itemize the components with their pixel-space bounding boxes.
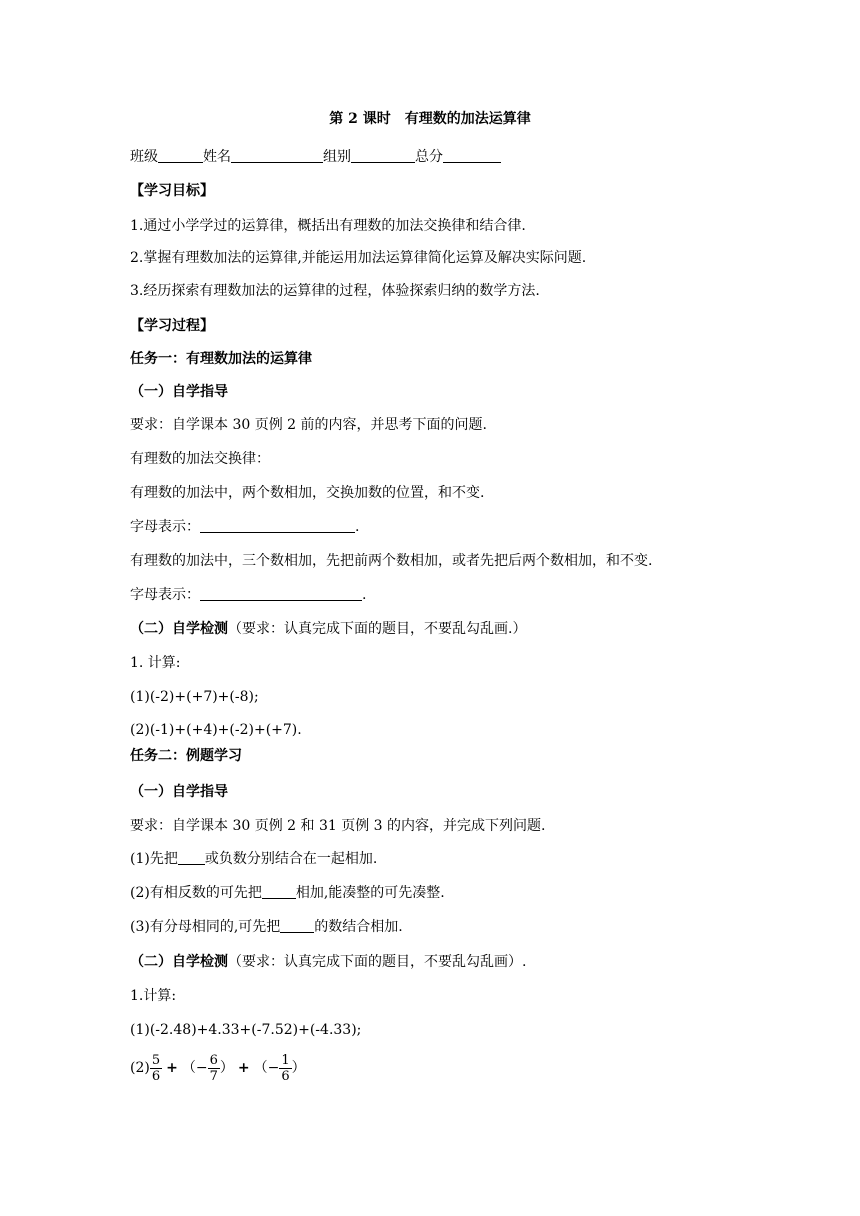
class-label: 班级 bbox=[130, 149, 158, 165]
letter-label: 字母表示： bbox=[130, 587, 200, 603]
task1-guide-title: （一）自学指导 bbox=[130, 384, 228, 400]
page-title: 第 2 课时 有理数的加法运算律 bbox=[329, 111, 531, 127]
group-label: 组别 bbox=[323, 149, 351, 165]
right-paren: ） bbox=[291, 1060, 306, 1076]
goal-item-1: 1.通过小学学过的运算律，概括出有理数的加法交换律和结合律. bbox=[130, 218, 526, 234]
commutative-letter-line: 字母表示： . bbox=[130, 519, 360, 535]
task2-check-note: （要求：认真完成下面的题目，不要乱勾乱画）. bbox=[228, 954, 527, 970]
task1-check-note: （要求：认真完成下面的题目，不要乱勾乱画.） bbox=[228, 621, 527, 637]
name-label: 姓名 bbox=[203, 149, 231, 165]
item3-blank[interactable] bbox=[280, 918, 314, 933]
task1-title: 任务一：有理数加法的运算律 bbox=[130, 351, 312, 367]
item-text: (3)有分母相同的,可先把 bbox=[130, 919, 281, 935]
right-paren: ） bbox=[219, 1060, 234, 1076]
task1-question-2: (2)(-1)+(+4)+(-2)+(+7). bbox=[130, 722, 302, 738]
task2-check-title: （二）自学检测 bbox=[130, 954, 228, 970]
task1-question-intro: 1. 计算: bbox=[130, 655, 181, 671]
task2-question-2 bbox=[130, 1051, 306, 1085]
task1-check-line bbox=[130, 620, 526, 638]
score-blank[interactable] bbox=[443, 148, 501, 163]
q2-prefix: (2) bbox=[130, 1060, 150, 1076]
item-text: (1)先把 bbox=[130, 851, 178, 867]
group-blank[interactable] bbox=[351, 148, 415, 163]
task2-check-line bbox=[130, 953, 526, 971]
task2-item-3 bbox=[130, 918, 403, 936]
commutative-title: 有理数的加法交换律： bbox=[130, 451, 270, 467]
task1-requirement: 要求：自学课本 30 页例 2 前的内容，并思考下面的问题. bbox=[130, 417, 487, 433]
item-text: 的数结合相加. bbox=[314, 919, 403, 935]
associative-letter-line: 字母表示： . bbox=[130, 587, 367, 603]
goals-heading: 【学习目标】 bbox=[130, 183, 214, 199]
task2-question-1: (1)(-2.48)+4.33+(-7.52)+(-4.33); bbox=[130, 1022, 362, 1038]
class-blank[interactable] bbox=[158, 148, 203, 163]
letter-label: 字母表示： bbox=[130, 519, 200, 535]
task1-question-1: (1)(-2)+(+7)+(-8); bbox=[130, 689, 259, 705]
header-fields bbox=[130, 148, 501, 166]
item-text: 或负数分别结合在一起相加. bbox=[204, 851, 378, 867]
commutative-text: 有理数的加法中，两个数相加，交换加数的位置，和不变. bbox=[130, 485, 485, 501]
left-paren: （− bbox=[253, 1060, 280, 1076]
goal-item-2: 2.掌握有理数加法的运算律,并能运用加法运算律简化运算及解决实际问题. bbox=[130, 250, 587, 266]
task2-requirement: 要求：自学课本 30 页例 2 和 31 页例 3 的内容，并完成下列问题. bbox=[130, 818, 546, 834]
name-blank[interactable] bbox=[231, 148, 323, 163]
plus-sign: + bbox=[237, 1060, 250, 1076]
item1-blank[interactable] bbox=[178, 850, 205, 865]
left-paren: （− bbox=[181, 1060, 208, 1076]
score-label: 总分 bbox=[415, 149, 443, 165]
fraction-6-7: $\frac{6}{7}$ bbox=[209, 1052, 218, 1084]
associative-text: 有理数的加法中，三个数相加，先把前两个数相加，或者先把后两个数相加，和不变. bbox=[130, 553, 653, 569]
task1-check-title: （二）自学检测 bbox=[130, 621, 228, 637]
fraction-5-6: $\frac{5}{6}$ bbox=[151, 1052, 161, 1084]
item-text: 相加,能凑整的可先凑整. bbox=[295, 885, 445, 901]
process-heading: 【学习过程】 bbox=[130, 318, 214, 334]
fraction-1-6: $\frac{1}{6}$ bbox=[281, 1052, 290, 1084]
item-text: (2)有相反数的可先把 bbox=[130, 885, 262, 901]
task2-guide-title: （一）自学指导 bbox=[130, 784, 228, 800]
associative-blank[interactable] bbox=[200, 586, 362, 601]
task2-question-intro: 1.计算: bbox=[130, 988, 177, 1004]
plus-sign: + bbox=[166, 1060, 178, 1076]
task2-title: 任务二：例题学习 bbox=[130, 748, 242, 764]
task2-item-2 bbox=[130, 884, 445, 902]
task2-item-1 bbox=[130, 850, 377, 868]
goal-item-3: 3.经历探索有理数加法的运算律的过程，体验探索归纳的数学方法. bbox=[130, 283, 540, 299]
commutative-blank[interactable] bbox=[200, 518, 355, 533]
item2-blank[interactable] bbox=[262, 884, 296, 899]
